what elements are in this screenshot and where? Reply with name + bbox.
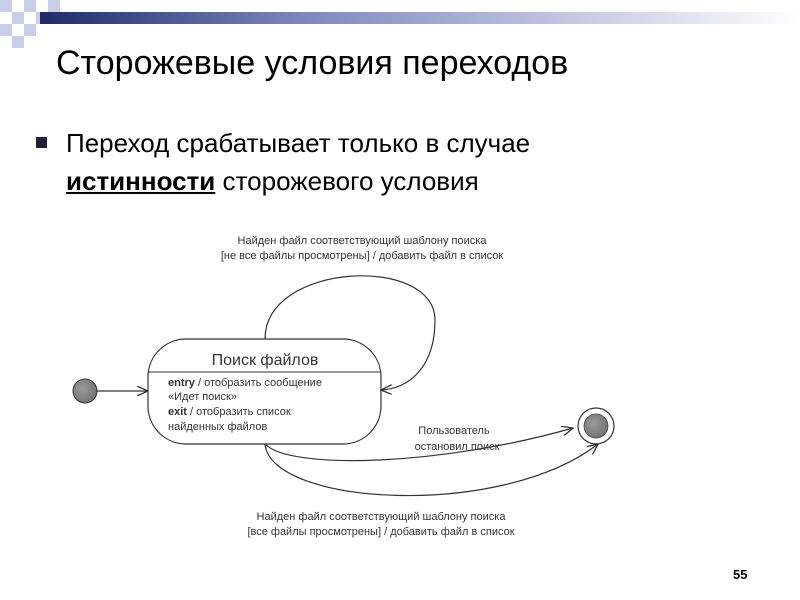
final-node-inner xyxy=(584,414,608,438)
entry-action-1: / отобразить сообщение xyxy=(194,377,322,389)
bullet-text-after: сторожевого условия xyxy=(222,166,479,196)
state-entry-line2: «Идет поиск» xyxy=(168,391,237,403)
page-number: 55 xyxy=(733,567,748,582)
entry-keyword: entry xyxy=(168,377,195,389)
state-name: Поиск файлов xyxy=(211,352,319,369)
self-transition-label-2: [не все файлы просмотрены] / добавить файл в список xyxy=(220,250,504,262)
bullet-text-before: Переход срабатывает только в случае xyxy=(66,128,531,158)
exit-action-1: / отобразить список xyxy=(186,406,291,418)
initial-node xyxy=(73,379,97,403)
stop-transition-label-2: остановил поиск xyxy=(414,441,500,453)
stop-transition-label-1: Пользователь xyxy=(418,425,490,437)
exit-keyword: exit xyxy=(168,406,187,418)
state-exit-line2: найденных файлов xyxy=(168,421,268,433)
self-transition-label-1: Найден файл соответствующий шаблону поиска xyxy=(237,235,487,247)
slide-title: Сторожевые условия переходов xyxy=(56,44,569,82)
final-transition-label-2: [все файлы просмотрены] / добавить файл в список xyxy=(247,526,515,538)
final-transition-label-1: Найден файл соответствующий шаблону поиска xyxy=(256,511,506,523)
bullet-emphasis: истинности xyxy=(66,166,216,196)
state-exit-line1 xyxy=(168,406,291,418)
state-entry-line1 xyxy=(168,377,322,389)
